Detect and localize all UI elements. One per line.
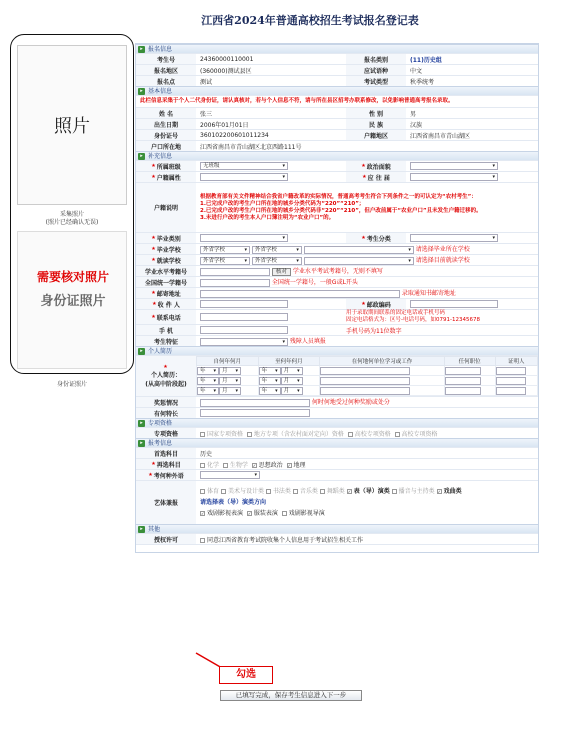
month-select[interactable]: 月 ▾ — [219, 367, 241, 375]
cur-city-select[interactable]: 外省学校 ▾ — [252, 257, 302, 265]
stuno-input[interactable] — [200, 268, 270, 276]
graduation-status-select[interactable] — [410, 173, 498, 181]
checkbox-checked[interactable]: ✓ — [247, 511, 252, 516]
checkbox-checked[interactable]: ✓ — [347, 489, 352, 494]
checkbox[interactable] — [392, 489, 397, 494]
option-label: 地理 — [293, 461, 306, 469]
label: ★ 考生分类 — [346, 233, 406, 243]
registration-form — [135, 43, 539, 553]
option-label: 地方专项（含农村面对定向）资格 — [253, 430, 344, 438]
label: ★ 个人简历： — [150, 372, 181, 379]
checkbox[interactable] — [200, 432, 205, 437]
label: ★ 户籍属性 — [136, 172, 196, 182]
value: (360000)测试县区 — [200, 67, 252, 75]
award-input[interactable] — [200, 399, 310, 407]
history-table — [196, 356, 538, 396]
label: (从高中阶段起) — [145, 381, 187, 388]
hint: 全国统一学籍号，一般G或L开头 — [271, 279, 358, 287]
label: 考生特征 — [136, 336, 196, 346]
col-header: 任何职位 — [444, 357, 495, 366]
mobile-input[interactable] — [200, 326, 288, 334]
label: ★ 毕业类别 — [136, 233, 196, 243]
table-row — [197, 376, 538, 386]
section-icon: ▸ — [138, 46, 145, 53]
label: 户籍地区 — [346, 130, 406, 140]
cur-province-select[interactable]: 外省学校 ▾ — [200, 257, 250, 265]
label: 性 别 — [346, 108, 406, 118]
checkbox[interactable] — [395, 432, 400, 437]
unit-input[interactable] — [320, 367, 410, 375]
checkbox[interactable] — [266, 489, 271, 494]
col-header: 自何年何月 — [197, 357, 259, 366]
cur-school-select[interactable] — [304, 257, 414, 265]
unit-input[interactable] — [320, 387, 410, 395]
section-icon: ▸ — [138, 153, 145, 160]
id-photo-box — [17, 231, 127, 369]
year-select[interactable]: 年 ▾ — [259, 387, 281, 395]
grad-city-select[interactable]: 外省学校 ▾ — [252, 246, 302, 254]
value: 24360000110001 — [200, 55, 254, 63]
label: ★ 所属班级 — [136, 161, 196, 171]
foreign-lang-select[interactable] — [200, 471, 260, 479]
section-basic: ▸ 基本信息 — [136, 86, 538, 95]
label: 户口所在地 — [136, 141, 196, 151]
label: 手 机 — [136, 325, 196, 335]
class-select[interactable]: 无班级 ▾ — [200, 162, 288, 170]
month-select[interactable]: 月 ▾ — [281, 377, 303, 385]
ref-input[interactable] — [496, 377, 526, 385]
value: 张三 — [200, 110, 213, 118]
section-other: ▸ 其他 — [136, 524, 538, 533]
grad-province-select[interactable]: 外省学校 ▾ — [200, 246, 250, 254]
skill-input[interactable] — [200, 409, 310, 417]
check-callout: 勾选 — [219, 666, 273, 684]
label: 考试类型 — [346, 76, 406, 86]
label: 身份证号 — [136, 130, 196, 140]
checkbox-checked[interactable]: ✓ — [437, 489, 441, 494]
year-select[interactable]: 年 ▾ — [197, 387, 219, 395]
label: ★ 政治面貌 — [346, 161, 406, 171]
label: 授权许可 — [136, 534, 196, 544]
label: 全国统一学籍号 — [136, 277, 196, 287]
mail-input[interactable] — [200, 290, 400, 298]
option-label: 美术与设计类 — [227, 488, 264, 495]
checkbox[interactable] — [282, 511, 287, 516]
hukou-type-select[interactable] — [200, 173, 288, 181]
label: ★ 收 件 人 — [136, 299, 196, 309]
consent-checkbox[interactable] — [200, 538, 205, 543]
label: ★ 邮政编码 — [346, 299, 406, 309]
section-icon: ▸ — [138, 440, 145, 447]
photo-caption: 采集照片 (照片已经确认无误) — [45, 211, 99, 226]
id-photo-label: 身份证照片 — [40, 294, 106, 309]
checkbox-checked[interactable]: ✓ — [287, 462, 291, 468]
label: 民 族 — [346, 119, 406, 129]
hint: 请选择毕业所在学校 — [415, 246, 470, 254]
checkbox[interactable] — [200, 463, 205, 468]
value: 测试 — [200, 78, 213, 86]
option-label: 生物学 — [229, 461, 248, 469]
option-label: 戏剧影视导演 — [288, 510, 325, 517]
month-select[interactable]: 月 ▾ — [219, 387, 241, 395]
option-label: 书法类 — [272, 488, 291, 495]
table-row — [197, 386, 538, 396]
consent-text: 同意江西省教育考试院收集个人信息用于考试招生相关工作 — [207, 536, 364, 544]
value: 秋季统考 — [410, 78, 435, 86]
label: 应试语种 — [346, 65, 406, 75]
hint: 学业水平考试考籍号，无则不填写 — [292, 268, 383, 276]
section-icon: ▸ — [138, 526, 145, 533]
checkbox[interactable] — [221, 489, 226, 494]
year-select[interactable]: 年 ▾ — [197, 377, 219, 385]
checkbox[interactable] — [223, 463, 228, 468]
checkbox-checked[interactable]: ✓ — [201, 511, 205, 516]
label: ★ 毕业学校 — [136, 244, 196, 254]
year-select[interactable]: 年 ▾ — [197, 367, 219, 375]
id-photo-caption: 身份证照片 — [56, 381, 87, 388]
month-select[interactable]: 月 ▾ — [219, 377, 241, 385]
label: 考生号 — [136, 54, 196, 64]
label: ★ 再选科目 — [136, 459, 196, 469]
label: 奖惩情况 — [136, 397, 196, 407]
label: 专项资格 — [136, 428, 196, 438]
option-label: 国家专项资格 — [207, 430, 244, 438]
receiver-input[interactable] — [200, 300, 288, 308]
month-select[interactable]: 月 ▾ — [281, 367, 303, 375]
checkbox[interactable] — [200, 489, 205, 494]
special-select[interactable] — [200, 338, 288, 346]
value: (11)历史组 — [410, 56, 442, 64]
photo-placeholder: 照片 — [17, 45, 127, 205]
section-icon: ▸ — [138, 348, 145, 355]
year-select[interactable]: 年 ▾ — [259, 367, 281, 375]
section-special: ▸ 专项资格 — [136, 418, 538, 427]
category-select[interactable] — [410, 234, 498, 242]
col-header: 证明人 — [495, 357, 537, 366]
table-row — [197, 366, 538, 376]
grad-school-select[interactable] — [304, 246, 414, 254]
option-label: 高校专项资格 — [401, 430, 438, 438]
ref-input[interactable] — [496, 367, 526, 375]
label: ★ 考何种外语 — [136, 470, 196, 480]
month-select[interactable]: 月 ▾ — [281, 387, 303, 395]
col-header: 至何年何月 — [258, 357, 320, 366]
hint: 残障人员填报 — [289, 338, 326, 346]
id-check-note: 需要核对照片 — [36, 270, 109, 284]
label: ★ 应 往 届 — [346, 172, 406, 182]
section-reg: ▸ 报名信息 — [136, 44, 538, 53]
hint: 手机号码为11位数字 — [346, 327, 402, 335]
label: 报名类别 — [346, 54, 406, 64]
option-label: 戏剧影视表演 — [207, 510, 244, 517]
check-button[interactable]: 核对 — [272, 268, 291, 276]
grad-type-select[interactable] — [200, 234, 288, 242]
page-title: 江西省2024年普通高校招生考试报名登记表 — [201, 14, 419, 27]
label: ★ 邮寄地址 — [136, 288, 196, 298]
art-direction-hint: 请选择表（导）演类方向 — [200, 499, 267, 506]
label: 有何特长 — [136, 408, 196, 418]
label: 报名地区 — [136, 65, 196, 75]
label: 出生日期 — [136, 119, 196, 129]
value: 2006年01月01日 — [200, 121, 249, 129]
label: 学业水平考籍号 — [136, 266, 196, 276]
checkbox[interactable] — [247, 432, 252, 437]
hint: 请选择目前就读学校 — [415, 257, 470, 265]
unit-input[interactable] — [320, 377, 410, 385]
section-icon: ▸ — [138, 88, 145, 95]
label: 首选科目 — [136, 448, 196, 458]
checkbox[interactable] — [348, 432, 353, 437]
value: 江西省南昌市青山湖区北京西路111号 — [200, 143, 302, 151]
zip-input[interactable] — [410, 300, 498, 308]
hukou-note: 根据教育部有关文件精神结合我省户籍改革的实际情况，普通高考考生符合下列条件之一的可认定为“农村考生”： 1.已完成户改的考生户口所在地的城乡分类代码为“220”“210”； 2.已完成户改的考生户口所在地的城乡分类代码非“220”“210”，但户改前属于“农业户口”且未发生户籍迁移的。 3.未进行户改的考生本人户口簿注明为“农业户口”的。 — [200, 193, 482, 221]
political-select[interactable] — [410, 162, 498, 170]
label: 艺体兼报 — [136, 481, 196, 524]
label: ★ 就读学校 — [136, 255, 196, 265]
col-header: 在何地何单位学习或工作 — [320, 357, 445, 366]
value: 男 — [410, 110, 417, 118]
basic-notice: 此栏信息采集于个人二代身份证，请认真核对，若与个人信息不符，请与所在县区招考办联系修改，以免影响普通高考报名录取。 — [140, 98, 454, 104]
value: 江西省南昌市青山湖区 — [410, 132, 471, 140]
option-label: 高校专项资格 — [354, 430, 391, 438]
option-label: 体育 — [207, 488, 220, 495]
section-icon: ▸ — [138, 420, 145, 427]
label: 报名点 — [136, 76, 196, 86]
hint: 何时何地受过何种奖励或处分 — [311, 399, 390, 407]
option-label: 表（导）演类 — [353, 488, 390, 495]
value: 汉族 — [410, 121, 423, 129]
option-label: 化学 — [207, 461, 220, 469]
checkbox-checked[interactable]: ✓ — [252, 462, 257, 468]
hint: 用于录取期间联系的固定电话或手机号码 — [346, 310, 446, 316]
label: 姓 名 — [136, 108, 196, 118]
label: ★ 联系电话 — [136, 310, 196, 324]
cnno-input[interactable] — [200, 279, 270, 287]
section-apply: ▸ 报考信息 — [136, 438, 538, 447]
value: 360102200601011234 — [200, 131, 269, 139]
job-input[interactable] — [445, 377, 481, 385]
checkbox[interactable] — [320, 489, 325, 494]
submit-button[interactable]: 已填写完成，保存考生信息进入下一步 — [220, 690, 362, 701]
job-input[interactable] — [445, 387, 481, 395]
value: 中文 — [410, 67, 423, 75]
option-label: 播音与主持类 — [398, 488, 435, 495]
option-label: 音乐类 — [299, 488, 318, 495]
option-label: 服装表演 — [253, 510, 278, 517]
section-extra: ▸ 补充信息 — [136, 151, 538, 160]
label: 户籍说明 — [136, 183, 196, 232]
photo-panel — [10, 34, 134, 388]
job-input[interactable] — [445, 367, 481, 375]
ref-input[interactable] — [496, 387, 526, 395]
phone-input[interactable] — [200, 313, 288, 321]
checkbox[interactable] — [293, 489, 298, 494]
value: 历史 — [200, 450, 213, 458]
option-label: 思想政治 — [258, 461, 283, 469]
hint: 录取通知书邮寄地址 — [401, 290, 456, 298]
year-select[interactable]: 年 ▾ — [259, 377, 281, 385]
option-label: 舞蹈类 — [326, 488, 345, 495]
section-history: ▸ 个人简历 — [136, 346, 538, 355]
hint: 固定电话格式为：区号-电话号码，如0791-12345678 — [346, 317, 480, 323]
option-label: 戏曲类 — [443, 488, 462, 495]
